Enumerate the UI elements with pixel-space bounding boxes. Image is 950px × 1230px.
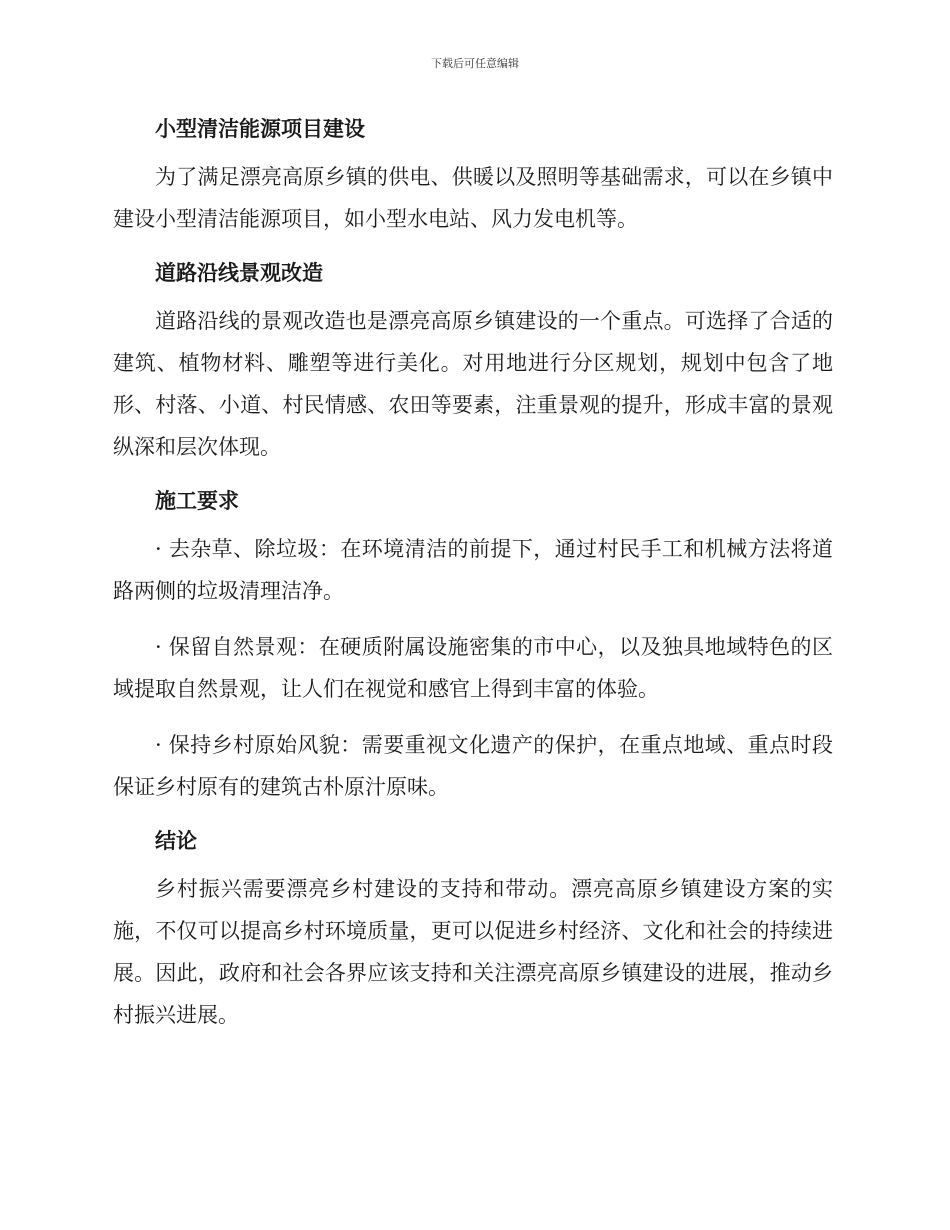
section-heading: 结论 (155, 829, 197, 853)
page-header: 下载后可任意编辑 (431, 57, 519, 70)
section-paragraph: 为了满足漂亮高原乡镇的供电、供暖以及照明等基础需求，可以在乡镇中建设小型清洁能源项目，如小型水电站、风力发电机等。 (113, 165, 833, 231)
section-clean-energy (113, 110, 833, 240)
section-heading: 道路沿线景观改造 (155, 261, 323, 285)
list-item: · 去杂草、除垃圾：在环境清洁的前提下，通过村民手工和机械方法将道路两侧的垃圾清理洁净。 (113, 537, 833, 603)
section-construction-requirements (113, 482, 833, 808)
list-item: · 保持乡村原始风貌：需要重视文化遗产的保护，在重点地域、重点时段保证乡村原有的建筑古朴原汁原味。 (113, 733, 833, 799)
section-paragraph: 道路沿线的景观改造也是漂亮高原乡镇建设的一个重点。可选择了合适的建筑、植物材料、雕塑等进行美化。对用地进行分区规划，规划中包含了地形、村落、小道、村民情感、农田等要素，注重景观的提升，形成丰富的景观纵深和层次体现。 (113, 309, 833, 459)
section-heading: 施工要求 (155, 489, 239, 513)
list-item: · 保留自然景观：在硬质附属设施密集的市中心，以及独具地域特色的区域提取自然景观，让人们在视觉和感官上得到丰富的体验。 (113, 635, 833, 701)
section-paragraph: 乡村振兴需要漂亮乡村建设的支持和带动。漂亮高原乡镇建设方案的实施，不仅可以提高乡村环境质量，更可以促进乡村经济、文化和社会的持续进展。因此，政府和社会各界应该支持和关注漂亮高原乡镇建设的进展，推动乡村振兴进展。 (113, 877, 833, 1027)
section-heading: 小型清洁能源项目建设 (155, 117, 365, 141)
section-conclusion (113, 822, 833, 1036)
document-body (113, 110, 833, 1050)
section-road-landscape (113, 254, 833, 468)
